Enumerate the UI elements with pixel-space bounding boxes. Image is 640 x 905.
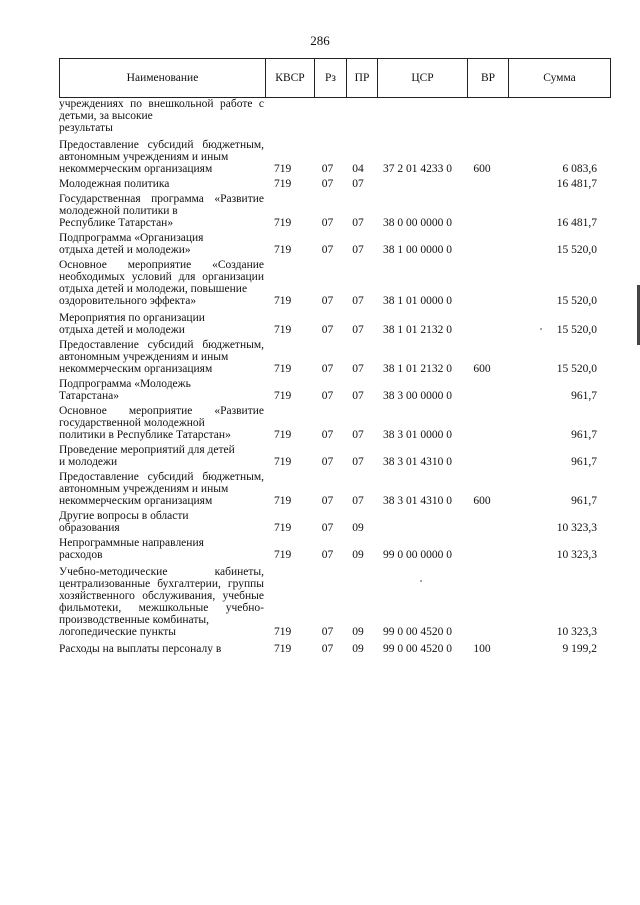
row-pr-value: 07 — [352, 295, 364, 307]
row-name-line: Предоставление субсидий бюджетным, автономным учреждениям и иным — [59, 139, 264, 163]
row-name-line: Государственная программа «Развитие молодежной политики в — [59, 193, 264, 217]
row-rz — [312, 363, 343, 375]
row-name-line: образования — [59, 522, 120, 534]
row-name-line: логопедические пункты — [59, 626, 177, 638]
row-name-line: некоммерческим организациям — [59, 363, 213, 375]
header-kvsr: КВСР — [266, 59, 315, 98]
row-sum — [502, 324, 603, 336]
row-kvsr-value: 719 — [274, 495, 292, 507]
row-rz — [312, 163, 343, 175]
row-sum-value: 15 520,0 — [556, 295, 597, 307]
row-csr-value: 38 3 01 0000 0 — [383, 429, 452, 441]
row-kvsr — [264, 363, 312, 375]
row-rz — [312, 549, 343, 561]
table-row — [59, 565, 603, 638]
row-csr — [373, 217, 462, 229]
row-name-line: Предоставление субсидий бюджетным, автономным учреждениям и иным — [59, 471, 264, 495]
row-name-line: Проведение мероприятий для детей — [59, 444, 235, 456]
row-kvsr — [264, 244, 312, 256]
row-vr — [462, 643, 502, 655]
row-kvsr-value: 719 — [274, 643, 292, 655]
row-pr-value: 07 — [352, 363, 364, 375]
row-pr — [343, 390, 373, 402]
row-rz — [312, 643, 343, 655]
row-vr — [462, 363, 502, 375]
row-rz — [312, 522, 343, 534]
header-rz: Рз — [315, 59, 347, 98]
row-sum-value: 9 199,2 — [562, 643, 597, 655]
row-csr-value: 38 1 01 2132 0 — [383, 363, 452, 375]
row-rz-value: 07 — [321, 295, 334, 307]
row-csr — [373, 324, 462, 336]
row-rz-value: 07 — [321, 163, 334, 175]
row-vr-value: 600 — [473, 363, 491, 375]
row-csr — [373, 643, 462, 655]
table-row — [59, 231, 603, 256]
row-pr — [343, 324, 373, 336]
row-rz-value: 07 — [321, 390, 334, 402]
row-rz-value: 07 — [321, 626, 334, 638]
row-sum — [502, 626, 603, 638]
row-sum-value: 10 323,3 — [556, 522, 597, 534]
row-kvsr-value: 719 — [274, 549, 292, 561]
row-csr — [373, 363, 462, 375]
row-name-line: расходов — [59, 549, 103, 561]
row-name-line: Мероприятия по организации — [59, 312, 205, 324]
row-name-line: отдыха детей и молодежи — [59, 324, 185, 336]
row-kvsr-value: 719 — [274, 522, 292, 534]
row-sum — [502, 643, 603, 655]
row-pr-value: 07 — [352, 429, 364, 441]
row-name — [59, 97, 264, 134]
row-pr-value: 07 — [352, 456, 364, 468]
table-row — [59, 642, 603, 655]
row-rz-value: 07 — [321, 522, 334, 534]
row-pr-value: 07 — [352, 390, 364, 402]
scan-speck — [540, 328, 542, 330]
row-kvsr-value: 719 — [274, 390, 292, 402]
row-name — [59, 177, 264, 190]
row-kvsr — [264, 390, 312, 402]
row-rz-value: 07 — [321, 324, 334, 336]
row-rz-value: 07 — [321, 643, 334, 655]
row-sum — [502, 549, 603, 561]
row-sum — [502, 456, 603, 468]
row-kvsr — [264, 163, 312, 175]
row-kvsr — [264, 495, 312, 507]
table-header — [59, 58, 611, 98]
row-name — [59, 258, 264, 307]
row-vr-value: 600 — [473, 495, 491, 507]
row-kvsr — [264, 324, 312, 336]
row-rz — [312, 456, 343, 468]
row-name — [59, 311, 264, 336]
row-csr — [373, 244, 462, 256]
row-pr-value: 09 — [352, 549, 364, 561]
row-name — [59, 536, 264, 561]
row-pr — [343, 429, 373, 441]
row-name-line: Татарстана» — [59, 390, 119, 402]
row-sum-value: 961,7 — [571, 390, 597, 402]
row-kvsr — [264, 456, 312, 468]
row-rz-value: 07 — [321, 244, 334, 256]
row-name — [59, 470, 264, 507]
row-kvsr-value: 719 — [274, 324, 292, 336]
row-name-line: некоммерческим организациям — [59, 163, 213, 175]
row-name — [59, 404, 264, 441]
row-csr — [373, 495, 462, 507]
row-pr — [343, 244, 373, 256]
row-sum — [502, 217, 603, 229]
row-name-line: политики в Республике Татарстан» — [59, 429, 231, 441]
row-sum — [502, 295, 603, 307]
row-pr-value: 04 — [352, 163, 364, 175]
row-name-line: Другие вопросы в области — [59, 510, 189, 522]
row-csr-value: 37 2 01 4233 0 — [383, 163, 452, 175]
row-csr-value: 38 1 01 2132 0 — [383, 324, 452, 336]
row-name-line: Расходы на выплаты персоналу в — [59, 643, 222, 655]
row-sum-value: 16 481,7 — [556, 217, 597, 229]
table-row — [59, 443, 603, 468]
row-rz — [312, 324, 343, 336]
row-pr — [343, 163, 373, 175]
row-csr-value: 38 3 01 4310 0 — [383, 456, 452, 468]
row-name-line: Основное мероприятие «Развитие государственной молодежной — [59, 405, 264, 429]
row-kvsr-value: 719 — [274, 244, 292, 256]
row-name — [59, 509, 264, 534]
table-row — [59, 509, 603, 534]
row-csr — [373, 295, 462, 307]
row-pr-value: 07 — [352, 324, 364, 336]
row-name-line: Непрограммные направления — [59, 537, 204, 549]
row-csr — [373, 549, 462, 561]
row-sum — [502, 178, 603, 190]
row-kvsr — [264, 429, 312, 441]
row-kvsr-value: 719 — [274, 295, 292, 307]
table-row — [59, 177, 603, 190]
row-pr-value: 09 — [352, 643, 364, 655]
row-rz — [312, 217, 343, 229]
row-csr — [373, 163, 462, 175]
row-sum — [502, 163, 603, 175]
row-pr — [343, 626, 373, 638]
row-kvsr-value: 719 — [274, 217, 292, 229]
row-csr-value: 99 0 00 0000 0 — [383, 549, 452, 561]
row-rz-value: 07 — [321, 495, 334, 507]
table-row — [59, 404, 603, 441]
row-pr-value: 07 — [352, 217, 364, 229]
table-row — [59, 97, 603, 134]
row-rz — [312, 495, 343, 507]
row-pr-value: 09 — [352, 626, 364, 638]
row-rz-value: 07 — [321, 456, 334, 468]
row-sum-value: 961,7 — [571, 456, 597, 468]
row-kvsr — [264, 522, 312, 534]
row-pr — [343, 643, 373, 655]
row-name — [59, 192, 264, 229]
row-name-line: Подпрограмма «Организация — [59, 232, 204, 244]
row-pr — [343, 456, 373, 468]
table-row — [59, 377, 603, 402]
row-pr-value: 07 — [352, 244, 364, 256]
row-vr-value: 600 — [473, 163, 491, 175]
row-kvsr — [264, 549, 312, 561]
row-rz-value: 07 — [321, 178, 334, 190]
row-csr-value: 38 1 00 0000 0 — [383, 244, 452, 256]
row-name-line: Подпрограмма «Молодежь — [59, 378, 191, 390]
row-sum-value: 10 323,3 — [556, 549, 597, 561]
row-sum — [502, 244, 603, 256]
row-name — [59, 338, 264, 375]
row-csr-value: 99 0 00 4520 0 — [383, 643, 452, 655]
row-pr-value: 07 — [352, 495, 364, 507]
row-name — [59, 231, 264, 256]
row-pr-value: 07 — [352, 178, 364, 190]
row-kvsr-value: 719 — [274, 429, 292, 441]
row-pr — [343, 217, 373, 229]
row-name-line: некоммерческим организациям — [59, 495, 213, 507]
row-pr — [343, 522, 373, 534]
row-kvsr-value: 719 — [274, 456, 292, 468]
row-pr — [343, 178, 373, 190]
row-rz-value: 07 — [321, 363, 334, 375]
row-csr-value: 38 0 00 0000 0 — [383, 217, 452, 229]
row-rz-value: 07 — [321, 217, 334, 229]
row-sum — [502, 522, 603, 534]
row-name-line: Предоставление субсидий бюджетным, автономным учреждениям и иным — [59, 339, 264, 363]
row-kvsr — [264, 626, 312, 638]
row-kvsr — [264, 295, 312, 307]
header-name: Наименование — [60, 59, 266, 98]
row-sum — [502, 363, 603, 375]
row-csr — [373, 429, 462, 441]
row-vr — [462, 495, 502, 507]
row-rz — [312, 429, 343, 441]
table-row — [59, 536, 603, 561]
row-sum — [502, 429, 603, 441]
row-kvsr — [264, 178, 312, 190]
row-pr — [343, 549, 373, 561]
row-name-line: Молодежная политика — [59, 178, 170, 190]
row-rz — [312, 178, 343, 190]
table-row — [59, 192, 603, 229]
row-kvsr-value: 719 — [274, 163, 292, 175]
row-sum-value: 15 520,0 — [556, 363, 597, 375]
row-sum-value: 15 520,0 — [556, 324, 597, 336]
table-row — [59, 258, 603, 307]
row-rz-value: 07 — [321, 549, 334, 561]
row-name-line: оздоровительного эффекта» — [59, 295, 197, 307]
row-rz — [312, 295, 343, 307]
row-rz-value: 07 — [321, 429, 334, 441]
scan-speck — [420, 580, 422, 582]
row-sum-value: 961,7 — [571, 429, 597, 441]
row-name-line: Основное мероприятие «Создание необходимых условий для организации отдыха детей и молодежи, повышение — [59, 259, 264, 295]
row-pr — [343, 363, 373, 375]
row-kvsr — [264, 643, 312, 655]
row-name-line: Учебно-методические кабинеты, централизованные бухгалтерии, группы хозяйственного обслуживания, учебные фильмотеки, межшкольные учебно-производственные комбинаты, — [59, 566, 264, 626]
row-name-line: Республике Татарстан» — [59, 217, 174, 229]
row-rz — [312, 626, 343, 638]
row-sum-value: 15 520,0 — [556, 244, 597, 256]
row-csr-value: 38 1 01 0000 0 — [383, 295, 452, 307]
row-name — [59, 138, 264, 175]
row-name-line: и молодежи — [59, 456, 118, 468]
row-rz — [312, 244, 343, 256]
row-vr-value: 100 — [473, 643, 491, 655]
row-csr — [373, 626, 462, 638]
row-sum — [502, 390, 603, 402]
header-sum: Сумма — [509, 59, 611, 98]
row-name-line: результаты — [59, 122, 113, 134]
row-sum-value: 6 083,6 — [562, 163, 597, 175]
row-csr — [373, 456, 462, 468]
row-pr — [343, 495, 373, 507]
row-csr-value: 38 3 00 0000 0 — [383, 390, 452, 402]
table-body — [59, 97, 603, 655]
row-kvsr — [264, 217, 312, 229]
row-sum-value: 16 481,7 — [556, 178, 597, 190]
row-pr — [343, 295, 373, 307]
row-csr — [373, 390, 462, 402]
table-row — [59, 470, 603, 507]
header-pr: ПР — [347, 59, 378, 98]
header-csr: ЦСР — [378, 59, 468, 98]
row-kvsr-value: 719 — [274, 178, 292, 190]
row-rz — [312, 390, 343, 402]
row-name-line: учреждениях по внешкольной работе с детьми, за высокие — [59, 98, 264, 122]
row-vr — [462, 163, 502, 175]
row-sum — [502, 495, 603, 507]
table-row — [59, 338, 603, 375]
row-kvsr-value: 719 — [274, 363, 292, 375]
row-pr-value: 09 — [352, 522, 364, 534]
row-name — [59, 443, 264, 468]
row-sum-value: 961,7 — [571, 495, 597, 507]
table-row — [59, 311, 603, 336]
header-vr: ВР — [468, 59, 509, 98]
row-csr-value: 99 0 00 4520 0 — [383, 626, 452, 638]
row-name — [59, 565, 264, 638]
row-name-line: отдыха детей и молодежи» — [59, 244, 191, 256]
row-name — [59, 642, 264, 655]
table-row — [59, 138, 603, 175]
row-csr-value: 38 3 01 4310 0 — [383, 495, 452, 507]
page-number: 286 — [310, 33, 330, 48]
row-kvsr-value: 719 — [274, 626, 292, 638]
row-sum-value: 10 323,3 — [556, 626, 597, 638]
row-name — [59, 377, 264, 402]
